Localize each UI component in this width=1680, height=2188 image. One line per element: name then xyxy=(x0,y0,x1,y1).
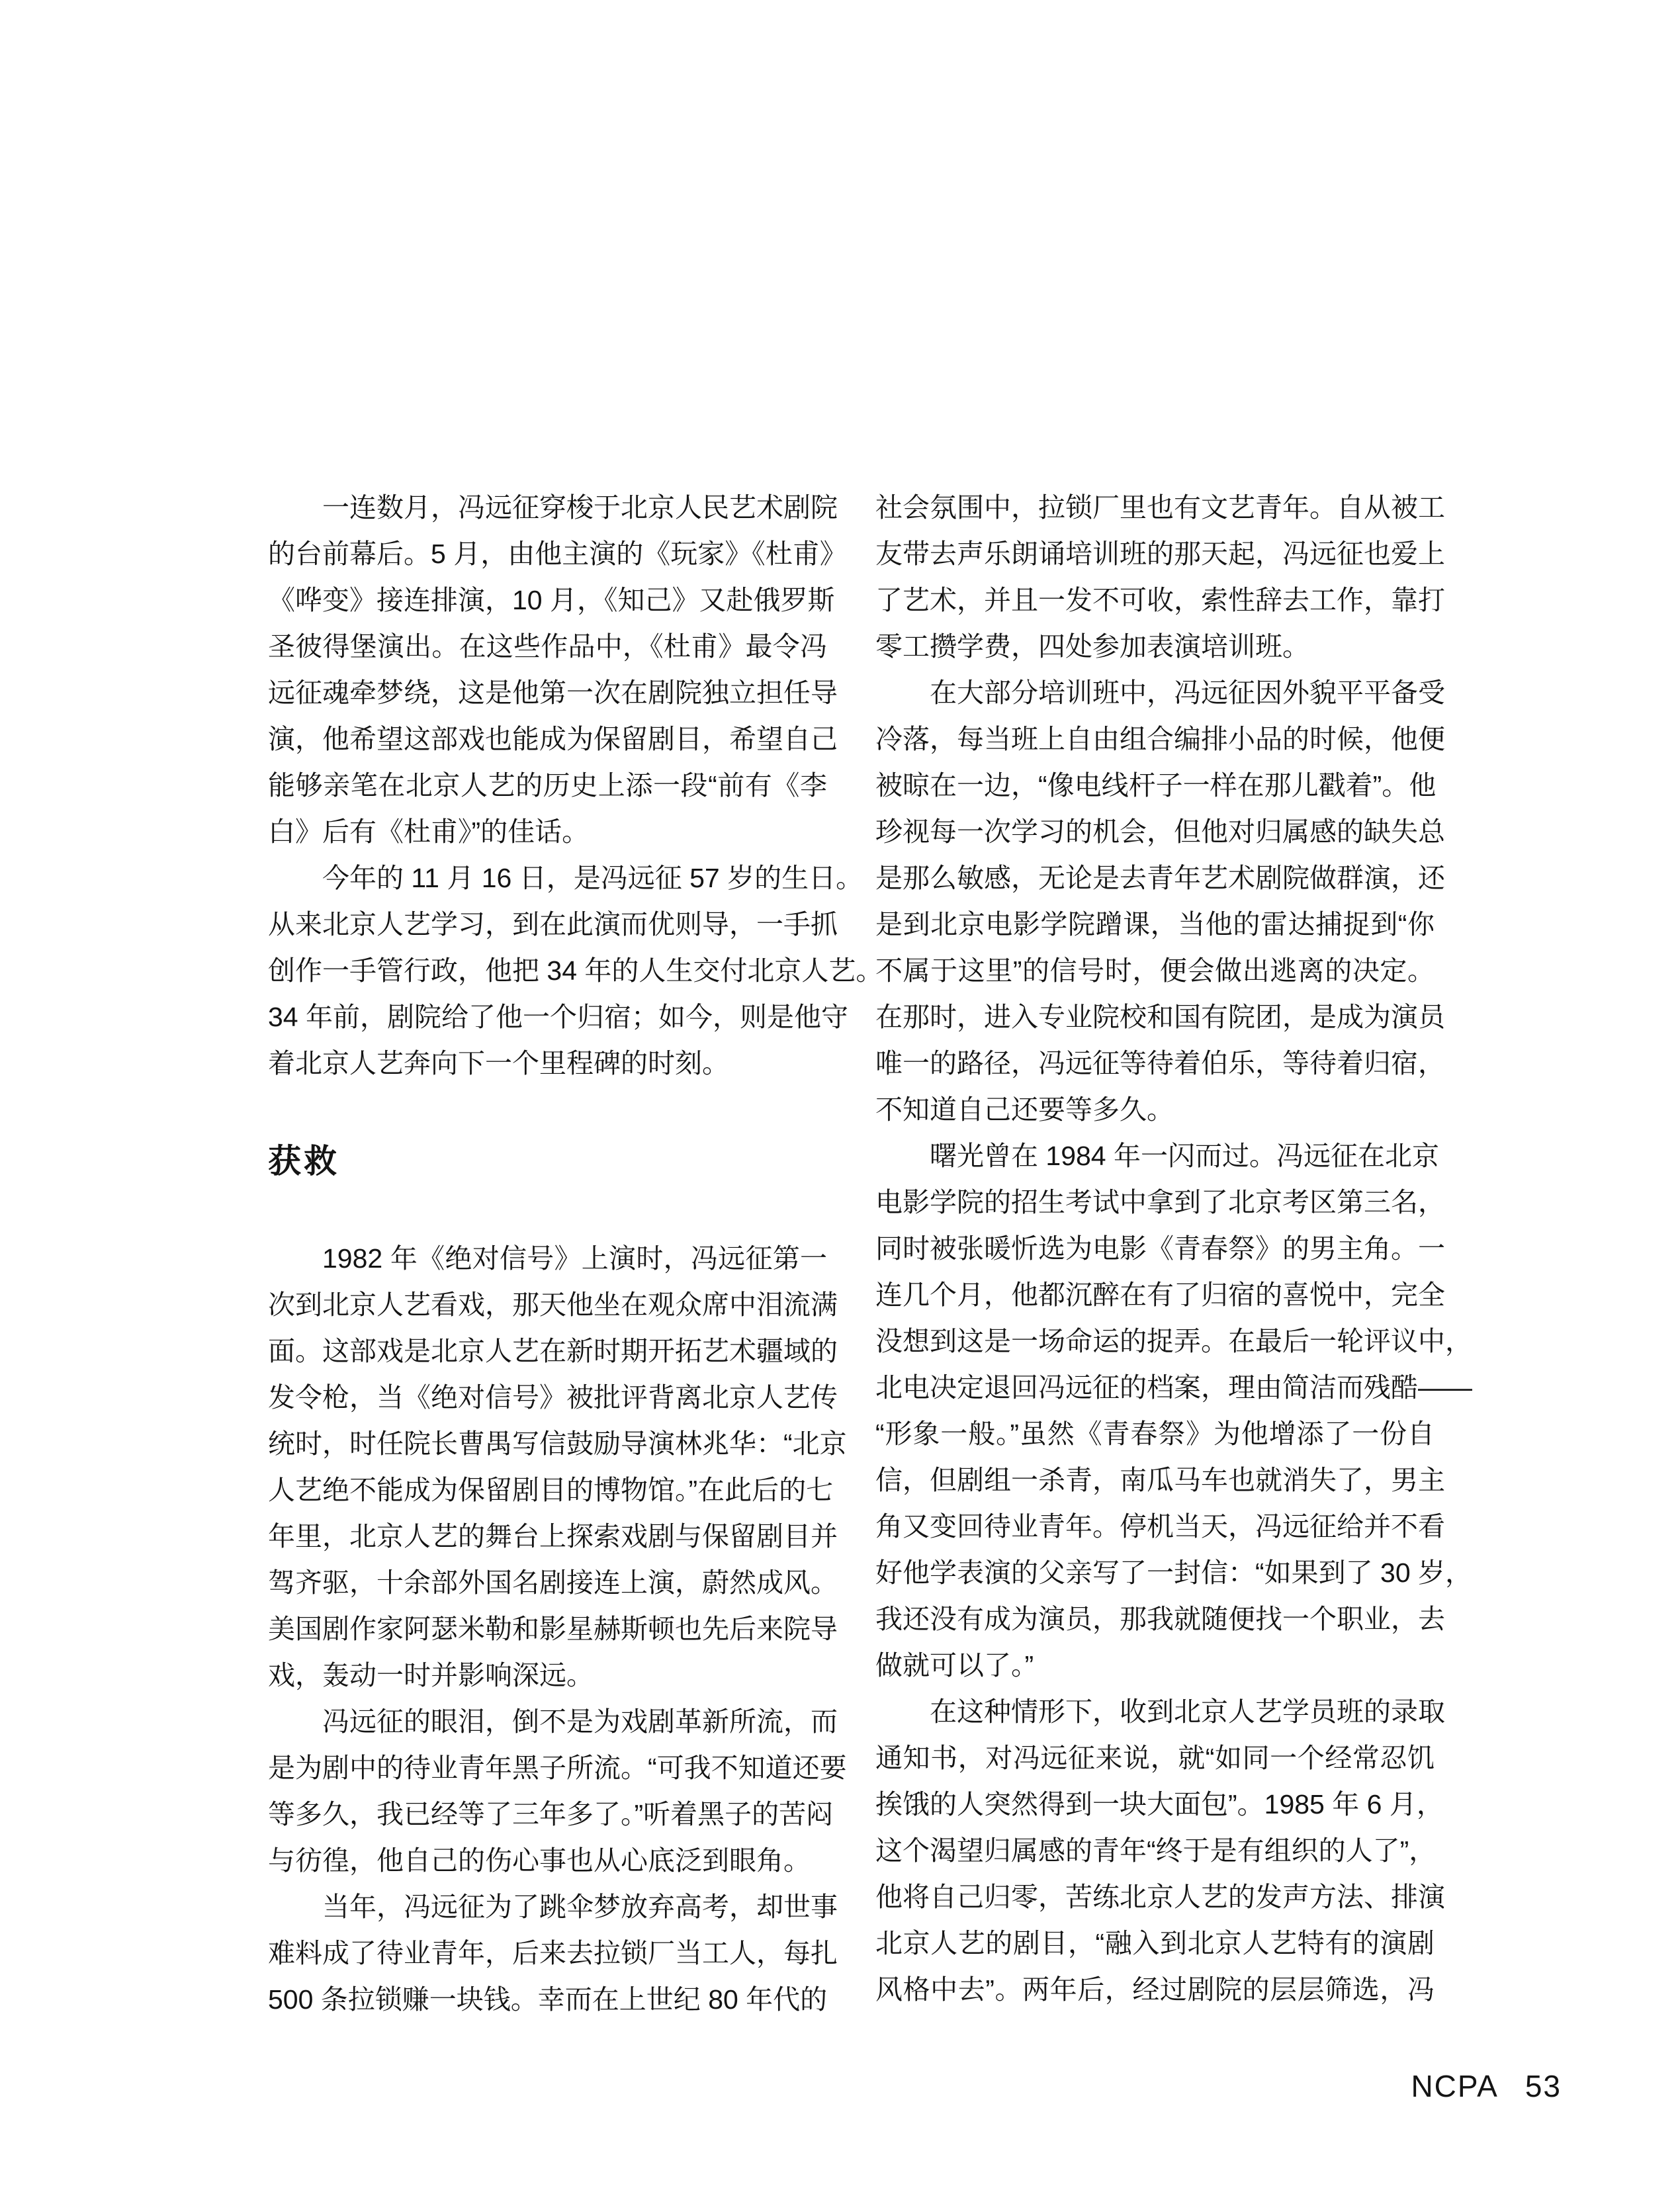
text-line: 美国剧作家阿瑟米勒和影星赫斯顿也先后来院导 xyxy=(268,1614,838,1644)
text-line: 好他学表演的父亲写了一封信：“如果到了 30 岁， xyxy=(875,1557,1473,1588)
text-line: 电影学院的招生考试中拿到了北京考区第三名， xyxy=(875,1187,1445,1217)
text-line: 通知书，对冯远征来说，就“如同一个经常忍饥 xyxy=(875,1743,1435,1773)
section-heading: 获救 xyxy=(268,1143,339,1180)
text-line: 统时，时任院长曹禺写信鼓励导演林兆华：“北京 xyxy=(268,1428,847,1459)
text-line: 创作一手管行政，他把 34 年的人生交付北京人艺。 xyxy=(268,955,883,986)
text-line: 信，但剧组一杀青，南瓜马车也就消失了，男主 xyxy=(875,1465,1445,1495)
text-line: 友带去声乐朗诵培训班的那天起，冯远征也爱上 xyxy=(875,539,1445,569)
text-line: 没想到这是一场命运的捉弄。在最后一轮评议中， xyxy=(875,1326,1472,1356)
text-line: 他将自己归零，苦练北京人艺的发声方法、排演 xyxy=(875,1882,1445,1912)
text-line: 是到北京电影学院蹭课，当他的雷达捕捉到“你 xyxy=(875,909,1435,940)
text-line: 演，他希望这部戏也能成为保留剧目，希望自己 xyxy=(268,724,838,754)
text-line: 北电决定退回冯远征的档案，理由简洁而残酷—— xyxy=(875,1372,1472,1403)
left-column-lower-paragraphs xyxy=(268,1235,847,2023)
text-line: 冯远征的眼泪，倒不是为戏剧革新所流，而 xyxy=(322,1706,838,1737)
text-line: 与彷徨，他自己的伤心事也从心底泛到眼角。 xyxy=(268,1845,811,1876)
text-line: 等多久，我已经等了三年多了。”听着黑子的苦闷 xyxy=(268,1799,834,1829)
text-line: 远征魂牵梦绕，这是他第一次在剧院独立担任导 xyxy=(268,678,838,708)
text-line: 这个渴望归属感的青年“终于是有组织的人了”， xyxy=(875,1835,1437,1866)
footer-brand: NCPA xyxy=(1411,2069,1499,2103)
text-line: 能够亲笔在北京人艺的历史上添一段“前有《李 xyxy=(268,770,827,801)
text-line: 不知道自己还要等多久。 xyxy=(875,1094,1174,1125)
text-line: 从来北京人艺学习，到在此演而优则导，一手抓 xyxy=(268,909,838,940)
text-line: 北京人艺的剧目，“融入到北京人艺特有的演剧 xyxy=(875,1928,1435,1958)
text-line: 风格中去”。两年后，经过剧院的层层筛选，冯 xyxy=(875,1974,1435,2005)
text-line: “形象一般。”虽然《青春祭》为他增添了一份自 xyxy=(875,1419,1435,1449)
text-line: 戏，轰动一时并影响深远。 xyxy=(268,1660,594,1690)
text-line: 的台前幕后。5 月，由他主演的《玩家》《杜甫》 xyxy=(268,539,847,569)
text-line: 驾齐驱，十余部外国名剧接连上演，蔚然成风。 xyxy=(268,1567,838,1598)
text-line: 做就可以了。” xyxy=(875,1650,1034,1681)
text-line: 唯一的路径，冯远征等待着伯乐，等待着归宿， xyxy=(875,1048,1445,1078)
text-line: 我还没有成为演员，那我就随便找一个职业，去 xyxy=(875,1604,1445,1634)
text-line: 被晾在一边，“像电线杆子一样在那儿戳着”。他 xyxy=(875,770,1437,801)
right-column xyxy=(875,484,1473,2013)
text-line: 500 条拉锁赚一块钱。幸而在上世纪 80 年代的 xyxy=(268,1984,828,2015)
text-line: 是那么敏感，无论是去青年艺术剧院做群演，还 xyxy=(875,863,1445,893)
text-line: 零工攒学费，四处参加表演培训班。 xyxy=(875,631,1309,662)
text-line: 面。这部戏是北京人艺在新时期开拓艺术疆域的 xyxy=(268,1336,838,1366)
text-line: 34 年前，剧院给了他一个归宿；如今，则是他守 xyxy=(268,1002,848,1032)
text-line: 在那时，进入专业院校和国有院团，是成为演员 xyxy=(875,1002,1445,1032)
text-line: 难料成了待业青年，后来去拉锁厂当工人，每扎 xyxy=(268,1938,838,1968)
text-line: 年里，北京人艺的舞台上探索戏剧与保留剧目并 xyxy=(268,1521,838,1552)
text-line: 同时被张暖忻选为电影《青春祭》的男主角。一 xyxy=(875,1233,1445,1264)
text-line: 挨饿的人突然得到一块大面包”。1985 年 6 月， xyxy=(875,1789,1444,1819)
text-line: 在大部分培训班中，冯远征因外貌平平备受 xyxy=(930,678,1445,708)
text-line: 曙光曾在 1984 年一闪而过。冯远征在北京 xyxy=(930,1141,1439,1171)
text-line: 人艺绝不能成为保留剧目的博物馆。”在此后的七 xyxy=(268,1475,834,1505)
text-line: 次到北京人艺看戏，那天他坐在观众席中泪流满 xyxy=(268,1290,838,1320)
text-line: 1982 年《绝对信号》上演时，冯远征第一 xyxy=(322,1243,827,1274)
text-line: 《哗变》接连排演，10 月，《知己》又赴俄罗斯 xyxy=(268,585,835,615)
text-line: 社会氛围中，拉锁厂里也有文艺青年。自从被工 xyxy=(875,492,1445,523)
text-line: 圣彼得堡演出。在这些作品中，《杜甫》最令冯 xyxy=(268,631,827,662)
left-column xyxy=(268,484,883,2023)
right-column-paragraphs xyxy=(875,484,1473,2013)
footer-page-number: 53 xyxy=(1525,2069,1562,2103)
text-line: 当年，冯远征为了跳伞梦放弃高考，却世事 xyxy=(322,1892,838,1922)
text-line: 发令枪，当《绝对信号》被批评背离北京人艺传 xyxy=(268,1382,838,1413)
text-line: 在这种情形下，收到北京人艺学员班的录取 xyxy=(930,1696,1445,1727)
text-line: 白》后有《杜甫》”的佳话。 xyxy=(268,816,590,847)
text-line: 着北京人艺奔向下一个里程碑的时刻。 xyxy=(268,1048,729,1078)
left-column-upper-paragraphs xyxy=(268,484,883,1086)
text-line: 冷落，每当班上自由组合编排小品的时候，他便 xyxy=(875,724,1445,754)
page-footer xyxy=(1411,2068,1562,2104)
text-line: 是为剧中的待业青年黑子所流。“可我不知道还要 xyxy=(268,1753,847,1783)
text-line: 连几个月，他都沉醉在有了归宿的喜悦中，完全 xyxy=(875,1280,1445,1310)
text-line: 了艺术，并且一发不可收，索性辞去工作，靠打 xyxy=(875,585,1445,615)
text-line: 角又变回待业青年。停机当天，冯远征给并不看 xyxy=(875,1511,1445,1542)
text-line: 今年的 11 月 16 日，是冯远征 57 岁的生日。 xyxy=(322,863,863,893)
text-line: 珍视每一次学习的机会，但他对归属感的缺失总 xyxy=(875,816,1445,847)
text-line: 一连数月，冯远征穿梭于北京人民艺术剧院 xyxy=(322,492,838,523)
text-line: 不属于这里”的信号时，便会做出逃离的决定。 xyxy=(875,955,1435,986)
